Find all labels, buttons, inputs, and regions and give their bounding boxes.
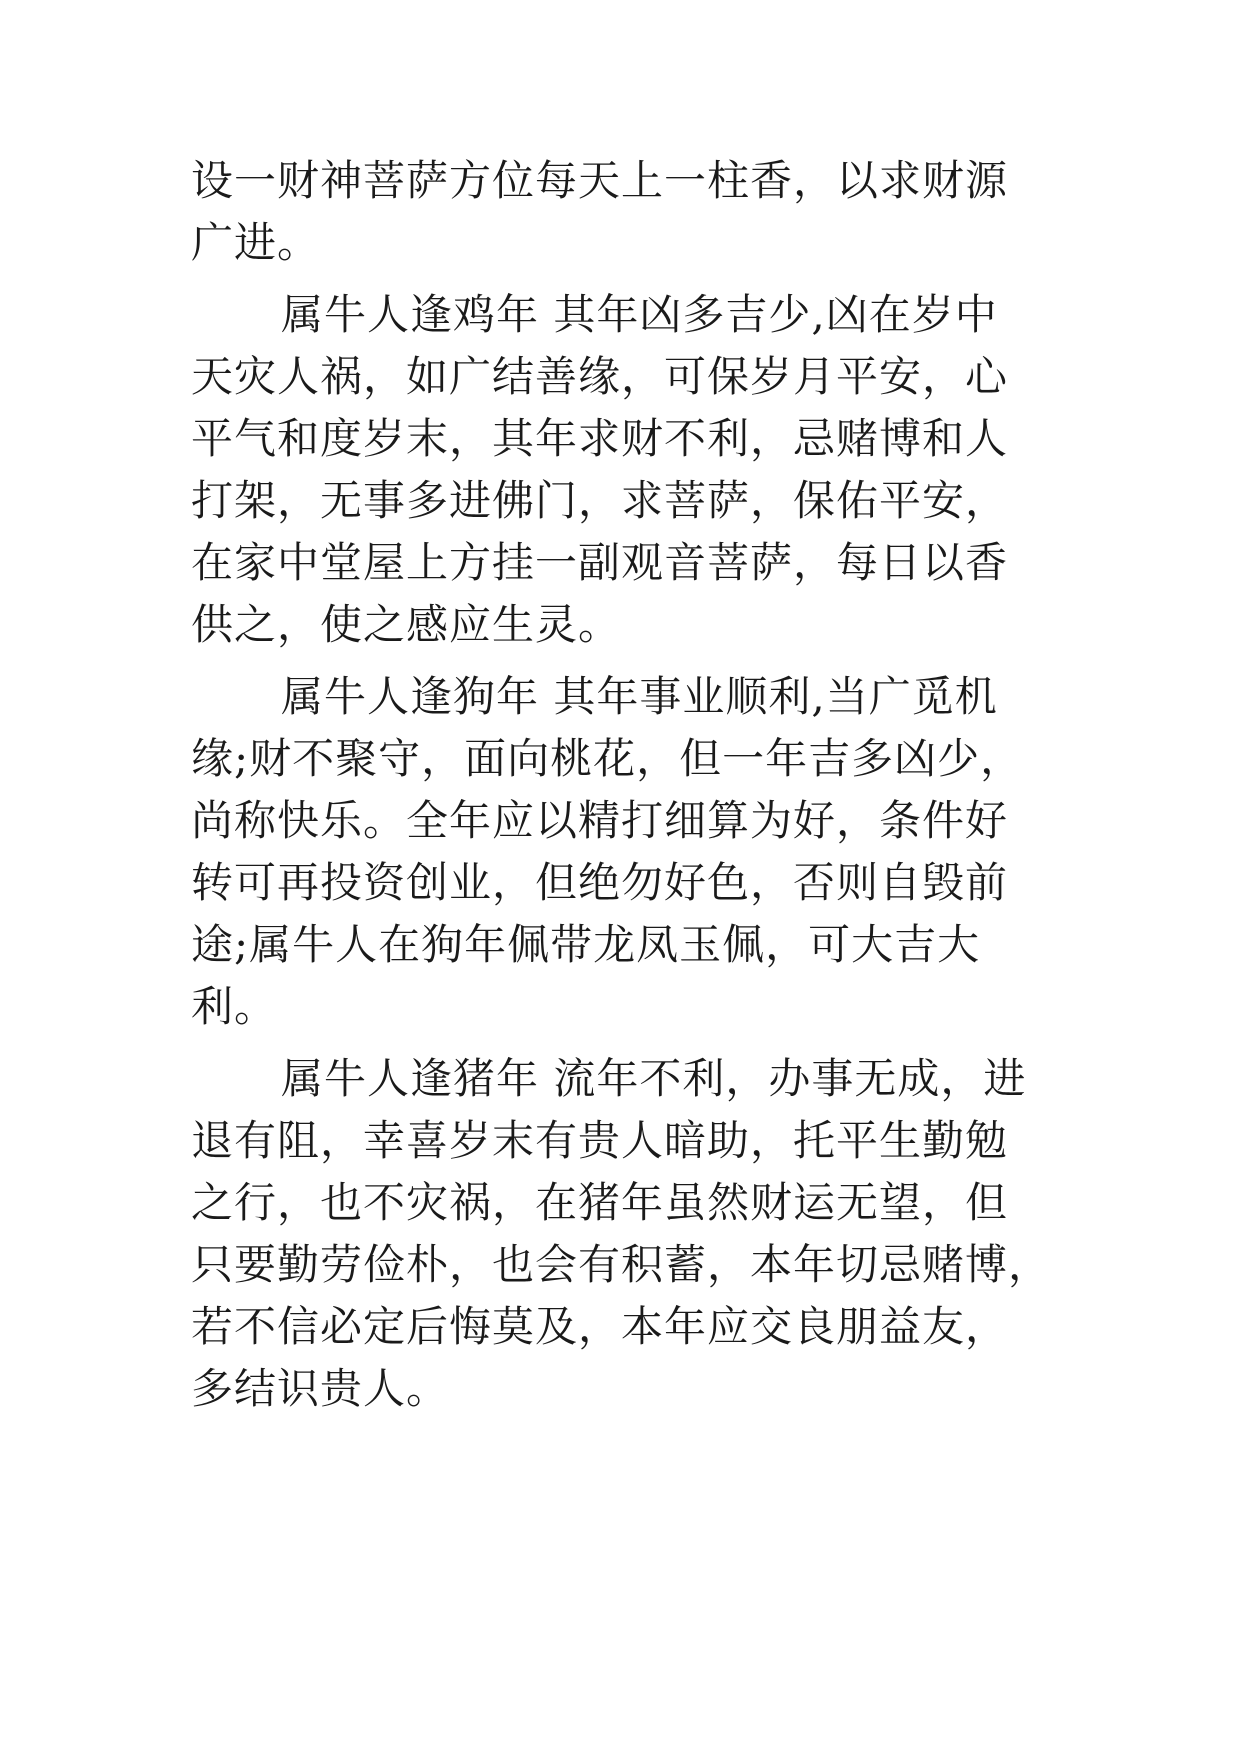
text-line: 供之，使之感应生灵。	[191, 600, 622, 649]
text-line: 平气和度岁末，其年求财不利，忌赌博和人	[191, 414, 1009, 463]
text-line: 缘;财不聚守，面向桃花，但一年吉多凶少，	[191, 734, 1024, 783]
text-line: 途;属牛人在狗年佩带龙凤玉佩，可大吉大	[191, 920, 981, 969]
text-line: 只要勤劳俭朴，也会有积蓄，本年切忌赌博，	[191, 1240, 1052, 1289]
paragraph-4	[191, 1048, 1071, 1420]
text-line: 广进。	[191, 218, 321, 267]
text-line: 之行，也不灾祸，在猪年虽然财运无望，但	[191, 1178, 1009, 1227]
document-body	[191, 150, 1071, 1420]
text-line: 属牛人逢狗年 其年事业顺利,当广觅机	[281, 672, 998, 721]
paragraph-2	[191, 284, 1071, 656]
text-line: 属牛人逢猪年 流年不利，办事无成，进	[281, 1054, 1027, 1103]
text-line: 打架，无事多进佛门，求菩萨，保佑平安，	[191, 476, 1009, 525]
text-line: 利。	[191, 982, 278, 1031]
paragraph-1	[191, 150, 1071, 274]
text-line: 若不信必定后悔莫及，本年应交良朋益友，	[191, 1302, 1009, 1351]
text-line: 退有阻，幸喜岁末有贵人暗助，托平生勤勉	[191, 1116, 1009, 1165]
paragraph-3	[191, 666, 1071, 1038]
text-line: 天灾人祸，如广结善缘，可保岁月平安，心	[191, 352, 1009, 401]
text-line: 设一财神菩萨方位每天上一柱香，以求财源	[191, 156, 1009, 205]
text-line: 多结识贵人。	[191, 1364, 450, 1413]
text-line: 属牛人逢鸡年 其年凶多吉少,凶在岁中	[281, 290, 998, 339]
text-line: 在家中堂屋上方挂一副观音菩萨，每日以香	[191, 538, 1009, 587]
text-line: 尚称快乐。全年应以精打细算为好，条件好	[191, 796, 1009, 845]
text-line: 转可再投资创业，但绝勿好色，否则自毁前	[191, 858, 1009, 907]
